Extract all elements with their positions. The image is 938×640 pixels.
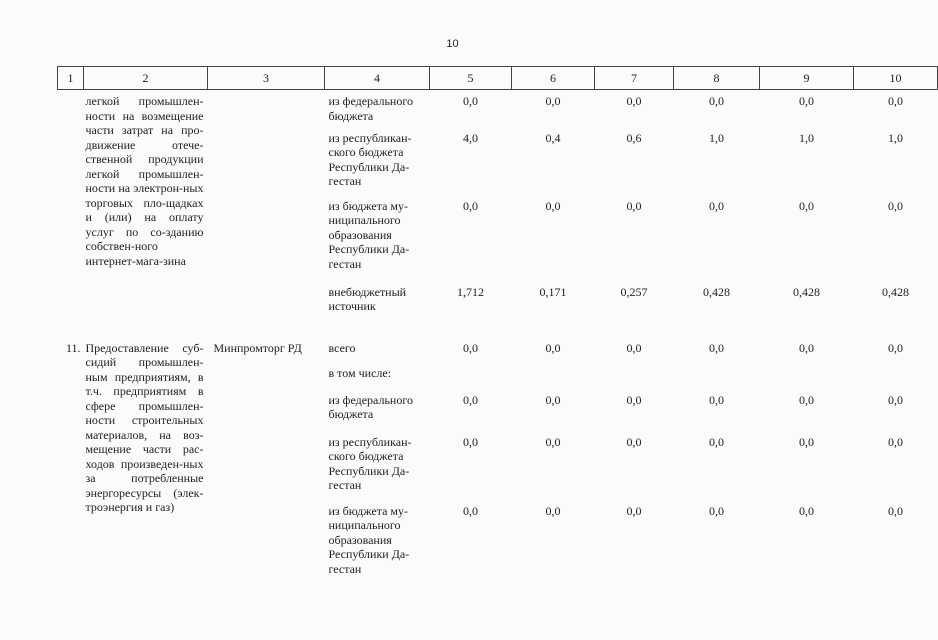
funding-source: из республикан-ского бюджета Республики Да-гестан — [328, 130, 412, 188]
value-cell: 0,0 — [626, 434, 642, 449]
table-row — [58, 90, 938, 131]
value-cell: 0,0 — [799, 434, 814, 449]
column-header: 10 — [854, 67, 938, 90]
value-cell — [760, 366, 854, 393]
value-cell: 0,428 — [882, 284, 909, 299]
value-cell: 0,0 — [799, 94, 814, 108]
column-header: 1 — [58, 67, 84, 90]
value-cell: 0,0 — [626, 94, 642, 108]
column-header: 6 — [512, 67, 595, 90]
value-cell: 0,0 — [799, 503, 814, 518]
funding-source: внебюджетный источник — [328, 284, 407, 313]
funding-source: из республикан-ского бюджета Республики Да-гестан — [328, 434, 412, 492]
value-cell: 0,257 — [620, 284, 648, 299]
value-cell: 0,0 — [463, 198, 478, 213]
value-cell: 0,0 — [463, 94, 478, 108]
funding-source: из федерального бюджета — [328, 392, 413, 421]
funding-source: из федерального бюджета — [328, 94, 413, 123]
table-row — [58, 341, 938, 366]
value-cell — [854, 366, 938, 393]
value-cell: 0,0 — [626, 340, 642, 355]
value-cell: 0,0 — [626, 198, 642, 213]
column-header: 3 — [208, 67, 325, 90]
value-cell: 0,428 — [703, 284, 730, 299]
column-header: 9 — [760, 67, 854, 90]
value-cell — [595, 366, 674, 393]
value-cell: 0,0 — [545, 434, 561, 449]
funding-source: всего — [328, 340, 356, 355]
value-cell: 0,428 — [793, 284, 820, 299]
value-cell: 0,0 — [463, 340, 478, 355]
value-cell: 0,0 — [799, 392, 814, 407]
measure-name: легкой промышлен-ности на возмещение части затрат на про-движение отече-ственной продукции легкой промышлен-ности на электрон-ных торговых пло-щадках и (или) на оплату услуг по со-зданию собствен-ного интернет-мага-зина — [85, 94, 204, 268]
value-cell: 0,0 — [709, 340, 724, 355]
value-cell: 1,0 — [709, 130, 724, 145]
column-header: 8 — [674, 67, 760, 90]
value-cell: 1,0 — [888, 130, 903, 145]
funding-source: из бюджета му-ниципального образования Республики Да-гестан — [328, 503, 410, 576]
value-cell: 0,0 — [545, 340, 561, 355]
funding-source: из бюджета му-ниципального образования Республики Да-гестан — [328, 198, 410, 271]
row-index: 11. — [65, 340, 81, 355]
value-cell: 0,171 — [539, 284, 567, 299]
value-cell: 0,0 — [888, 392, 903, 407]
executor: Минпромторг РД — [213, 340, 302, 355]
value-cell: 0,0 — [709, 434, 724, 449]
value-cell: 0,0 — [545, 503, 561, 518]
value-cell: 0,0 — [888, 94, 903, 108]
funding-source: в том числе: — [328, 365, 392, 380]
column-header-row — [58, 67, 938, 90]
column-header: 5 — [430, 67, 512, 90]
column-header: 2 — [84, 67, 208, 90]
column-header: 7 — [595, 67, 674, 90]
value-cell: 0,0 — [709, 94, 724, 108]
value-cell: 1,0 — [799, 130, 814, 145]
value-cell: 0,0 — [463, 503, 478, 518]
value-cell: 0,0 — [545, 392, 561, 407]
value-cell: 0,0 — [888, 198, 903, 213]
value-cell: 0,0 — [888, 340, 903, 355]
value-cell: 0,0 — [545, 198, 561, 213]
value-cell: 0,0 — [626, 392, 642, 407]
value-cell — [512, 366, 595, 393]
value-cell: 0,0 — [463, 434, 478, 449]
value-cell — [430, 366, 512, 393]
value-cell: 4,0 — [463, 130, 478, 145]
page-number: 10 — [446, 38, 459, 50]
value-cell: 0,0 — [709, 198, 724, 213]
value-cell: 0,0 — [799, 198, 814, 213]
value-cell: 0,0 — [799, 340, 814, 355]
column-header: 4 — [325, 67, 430, 90]
value-cell: 0,6 — [626, 130, 642, 145]
measure-name: Предоставление суб-сидий промышлен-ным предприятиям, в т.ч. предприятиям в сфере промышлен-ности строительных материалов, на воз-мещение части рас-ходов произведен-ных за потребленные энергоресурсы (элек-троэнергия и газ) — [85, 340, 204, 514]
budget-table — [57, 66, 938, 582]
spacer-row — [58, 321, 938, 341]
value-cell: 0,0 — [545, 94, 561, 108]
value-cell: 0,0 — [888, 503, 903, 518]
value-cell: 0,0 — [463, 392, 478, 407]
value-cell: 0,0 — [709, 392, 724, 407]
value-cell: 0,4 — [545, 130, 561, 145]
value-cell: 0,0 — [888, 434, 903, 449]
value-cell: 0,0 — [626, 503, 642, 518]
value-cell: 1,712 — [457, 284, 484, 299]
value-cell: 0,0 — [709, 503, 724, 518]
value-cell — [674, 366, 760, 393]
